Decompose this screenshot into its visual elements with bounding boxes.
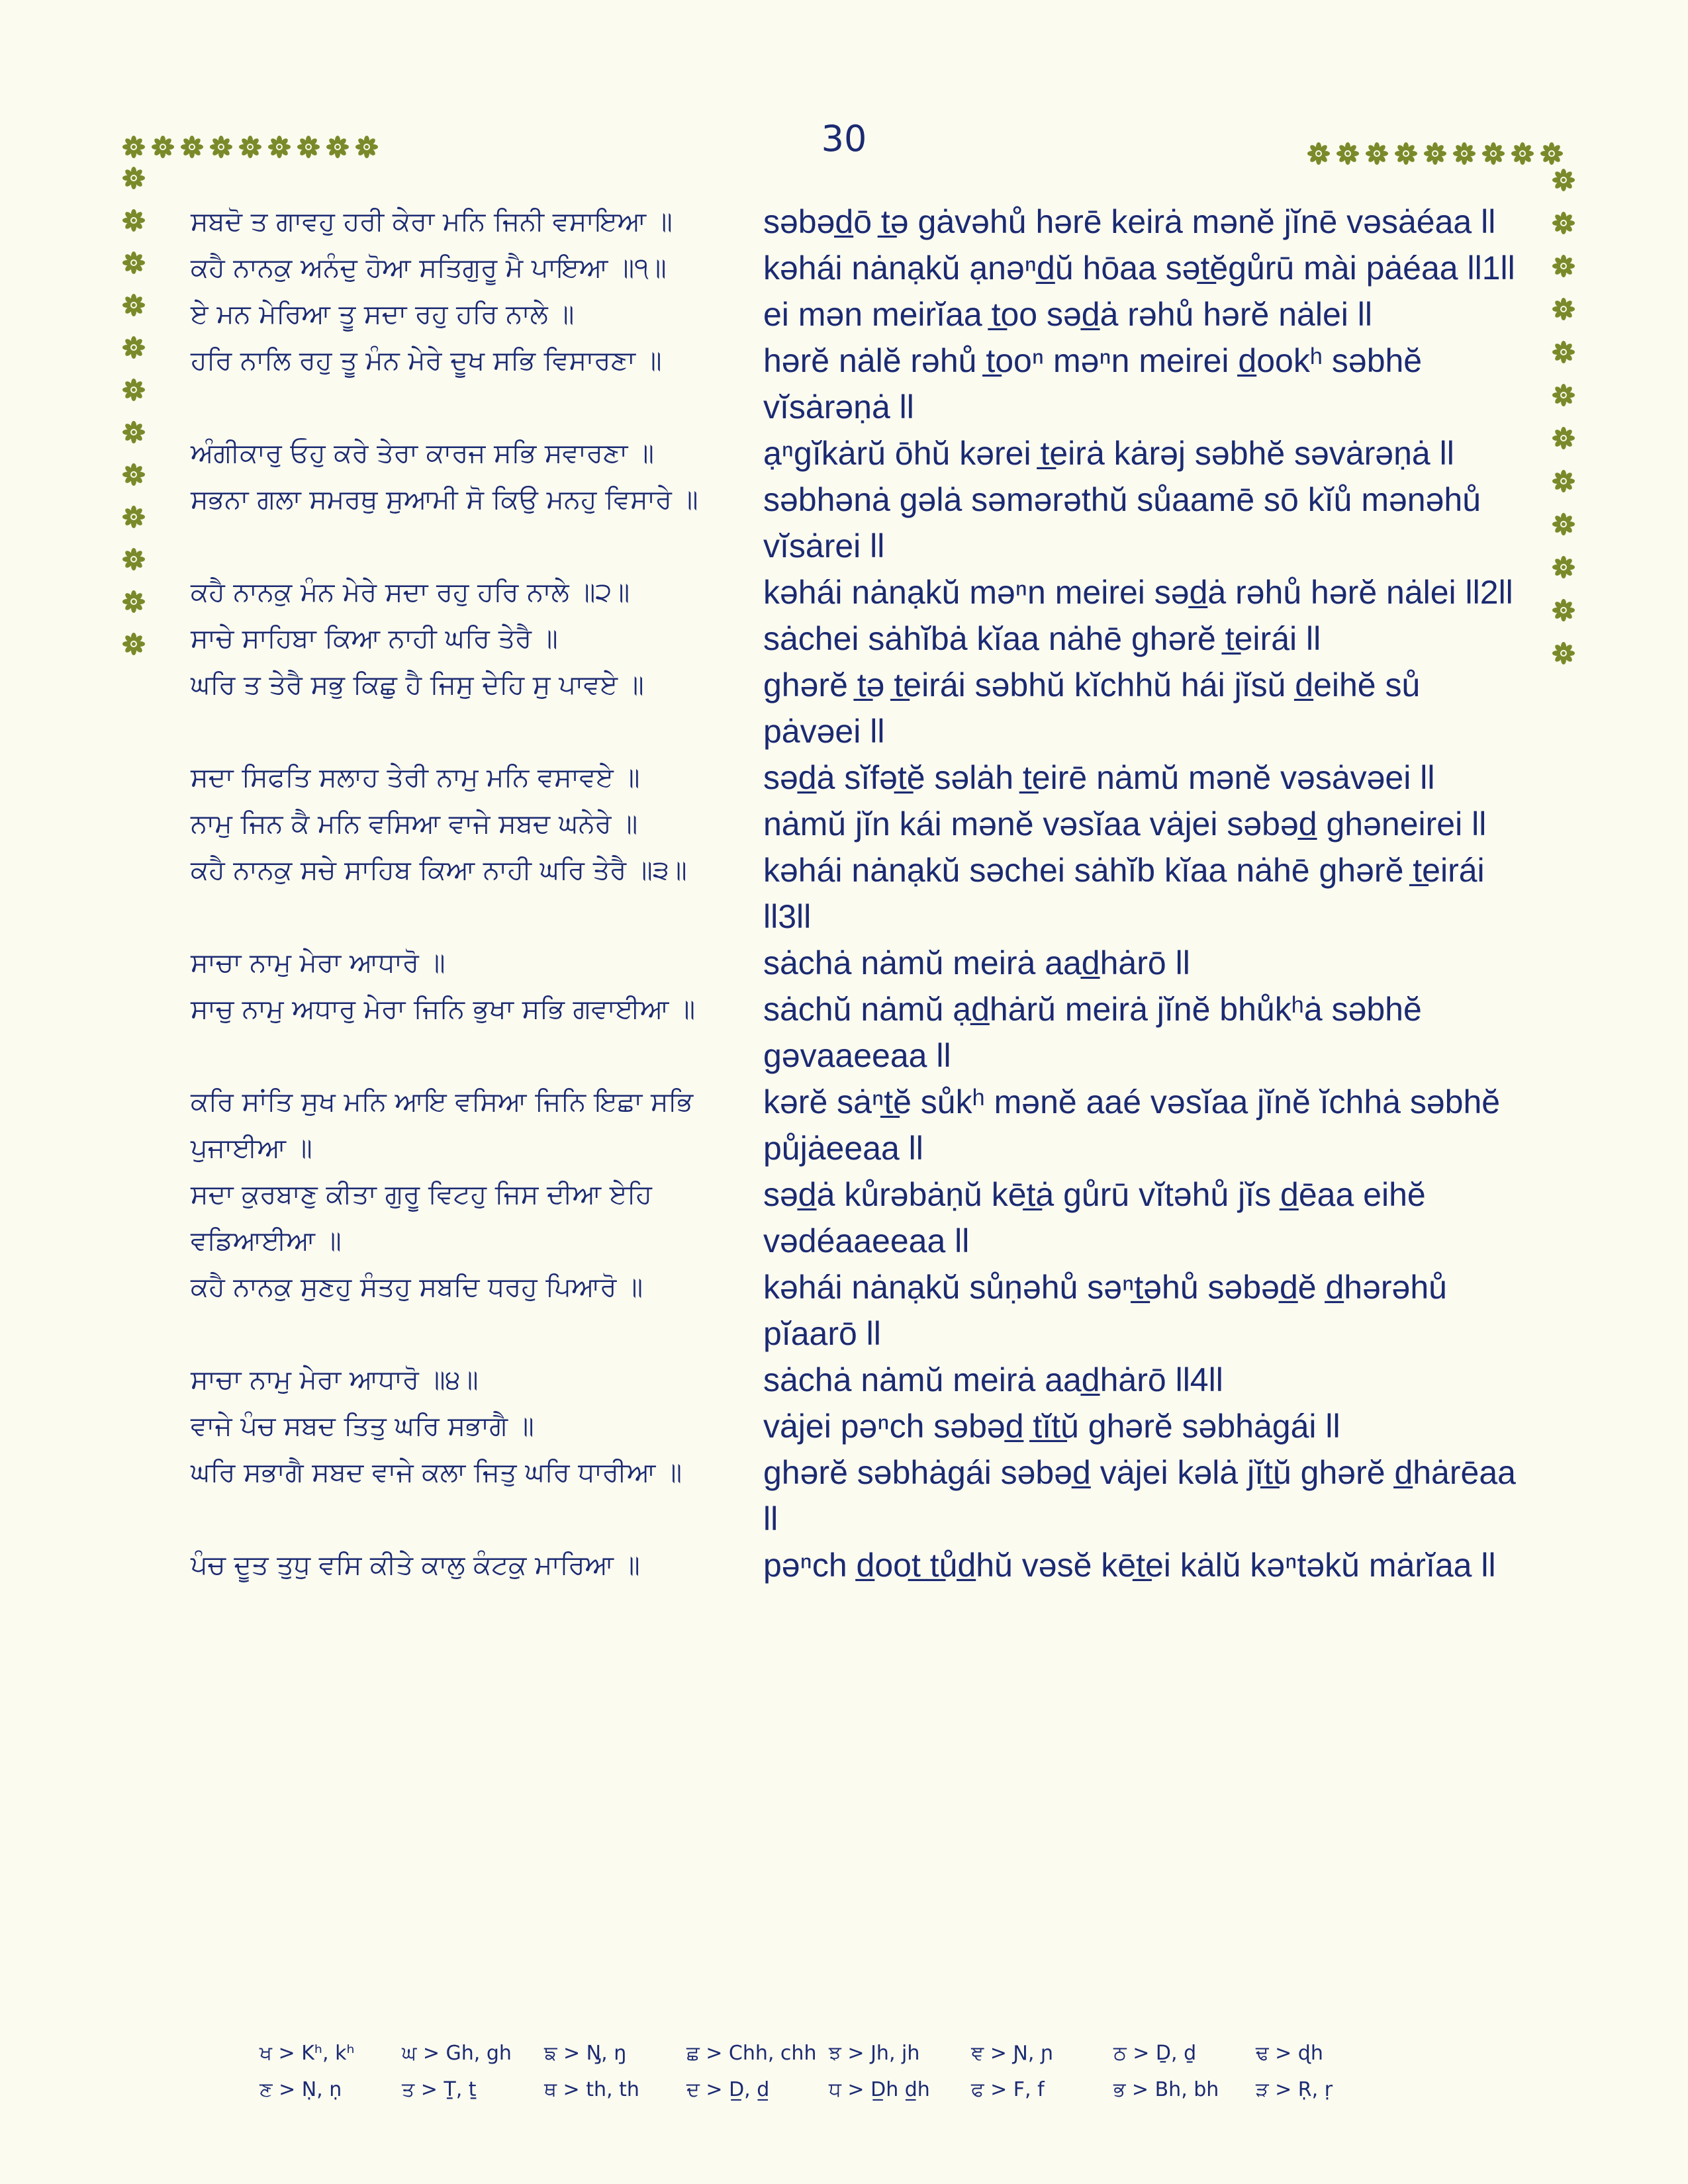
gurmukhi-text: ਕਹੈ ਨਾਨਕੁ ਅਨੰਦੁ ਹੋਆ ਸਤਿਗੁਰੂ ਮੈ ਪਾਇਆ ॥੧॥ — [191, 253, 667, 283]
transliteration-text: kəhái nȧnạkŭ səchei sȧhĭb kĭaa nȧhē ghərĕ t̲eirái ll3ll — [763, 852, 1485, 935]
verse-row — [191, 662, 1528, 754]
verse-row — [191, 940, 1528, 986]
verse-row — [191, 847, 1528, 940]
transliteration-text: kərĕ sȧⁿt̲ĕ sůkʰ mənĕ aaé vəsĭaa jĭnĕ ĭchhȧ səbhĕ půjȧeeaa ll — [763, 1083, 1501, 1167]
flower-icon — [297, 136, 320, 158]
flower-icon — [1336, 142, 1359, 165]
transliteration-text: ei mən meirĭaa t̲oo səd̲ȧ rəhů hərĕ nȧlei ll — [763, 296, 1372, 333]
flower-icon — [239, 136, 261, 158]
flower-icon — [122, 167, 145, 189]
gurmukhi-text: ਸਬਦੋ ਤ ਗਾਵਹੁ ਹਰੀ ਕੇਰਾ ਮਨਿ ਜਿਨੀ ਵਸਾਇਆ ॥ — [191, 206, 673, 237]
gurmukhi-text: ਕਹੈ ਨਾਨਕੁ ਸਚੇ ਸਾਹਿਬ ਕਿਆ ਨਾਹੀ ਘਰਿ ਤੇਰੈ ॥੩॥ — [191, 855, 687, 886]
verse-row — [191, 245, 1528, 291]
transliteration-text: səd̲ȧ kůrəbȧṇŭ kēt̲ȧ gůrū vĭtəhů jĭs d̲ēaa eihĕ vədéaaeeaa ll — [763, 1176, 1426, 1259]
transliteration-text: səd̲ȧ sĭfət̲ĕ səlȧh t̲eirē nȧmŭ mənĕ vəsȧvəei ll — [763, 759, 1435, 796]
transliteration-text: hərĕ nȧlĕ rəhů t̲ooⁿ məⁿn meirei d̲ookʰ səbhĕ vĭsȧrəṇȧ ll — [763, 342, 1423, 426]
gurmukhi-text: ਸਦਾ ਕੁਰਬਾਣੁ ਕੀਤਾ ਗੁਰੂ ਵਿਟਹੁ ਜਿਸ ਦੀਆ ਏਹਿ ਵਡਿਆਈਆ ॥ — [191, 1179, 652, 1256]
verse-table — [191, 199, 1528, 1588]
transliteration-text: sȧchȧ nȧmŭ meirȧ aad̲hȧrō ll4ll — [763, 1361, 1223, 1398]
flower-icon — [268, 136, 291, 158]
flower-icon — [1366, 142, 1388, 165]
verse-row — [191, 1171, 1528, 1264]
flower-icon — [122, 336, 145, 359]
transliteration-text: sȧchei sȧhĭbȧ kĭaa nȧhē ghərĕ t̲eirái ll — [763, 620, 1321, 657]
transliteration-text: ghərĕ səbhȧgái səbəd̲ vȧjei kəlȧ jĭt̲ŭ ghərĕ d̲hȧrēaa ll — [763, 1454, 1516, 1537]
verse-row — [191, 754, 1528, 801]
verse-row — [191, 801, 1528, 847]
flower-icon — [122, 251, 145, 274]
gurmukhi-text: ਅੰਗੀਕਾਰੁ ਓਹੁ ਕਰੇ ਤੇਰਾ ਕਾਰਜ ਸਭਿ ਸਵਾਰਣਾ ॥ — [191, 438, 654, 469]
verse-row — [191, 569, 1528, 615]
legend-item: ਠ > Ḏ, ḏ — [1113, 2042, 1197, 2065]
legend-item: ਖ > Kʰ, kʰ — [259, 2042, 355, 2065]
legend-item: ਛ > Chh, chh — [686, 2042, 817, 2065]
legend-item: ਝ > Jh, jh — [829, 2042, 920, 2065]
flower-icon — [1552, 384, 1575, 406]
legend-item: ਣ > Ṇ, ṇ — [259, 2078, 342, 2101]
gurmukhi-text: ਕਹੈ ਨਾਨਕੁ ਮੰਨ ਮੇਰੇ ਸਦਾ ਰਹੁ ਹਰਿ ਨਾਲੇ ॥੨॥ — [191, 577, 630, 608]
verse-row — [191, 1264, 1528, 1357]
flower-icon — [210, 136, 232, 158]
flower-icon — [122, 506, 145, 528]
flower-icon — [1552, 599, 1575, 621]
flower-icon — [1307, 142, 1330, 165]
transliteration-text: ghərĕ t̲ə t̲eirái səbhŭ kĭchhŭ hái jĭsŭ d̲eihĕ sů pȧvəei ll — [763, 666, 1421, 750]
flower-icon — [152, 136, 174, 158]
verse-row — [191, 1403, 1528, 1449]
flower-icon — [1552, 212, 1575, 234]
verse-row — [191, 1449, 1528, 1542]
flower-icon — [1552, 513, 1575, 535]
transliteration-text: kəhái nȧnạkŭ ạnəⁿd̲ŭ hōaa sət̲ĕgůrū mài pȧéaa ll1ll — [763, 250, 1515, 287]
transliteration-text: kəhái nȧnạkŭ məⁿn meirei səd̲ȧ rəhů hərĕ nȧlei ll2ll — [763, 574, 1513, 611]
gurmukhi-text: ਸਾਚੁ ਨਾਮੁ ਅਧਾਰੁ ਮੇਰਾ ਜਿਨਿ ਭੁਖਾ ਸਭਿ ਗਵਾਈਆ ॥ — [191, 994, 696, 1024]
gurmukhi-text: ਸਦਾ ਸਿਫਤਿ ਸਲਾਹ ਤੇਰੀ ਨਾਮੁ ਮਨਿ ਵਸਾਵਏ ॥ — [191, 762, 640, 793]
gurmukhi-text: ਘਰਿ ਸਭਾਗੈ ਸਬਦ ਵਾਜੇ ਕਲਾ ਜਿਤੁ ਘਰਿ ਧਾਰੀਆ ॥ — [191, 1457, 682, 1488]
legend-item: ਫ > F, f — [971, 2078, 1045, 2101]
verse-row — [191, 430, 1528, 477]
flower-icon — [1395, 142, 1417, 165]
gurmukhi-text: ਸਾਚਾ ਨਾਮੁ ਮੇਰਾ ਆਧਾਰੋ ॥ — [191, 948, 445, 978]
transliteration-text: nȧmŭ jĭn kái mənĕ vəsĭaa vȧjei səbəd̲ ghəneirei ll — [763, 805, 1487, 842]
flower-icon — [122, 548, 145, 570]
flower-icon — [1453, 142, 1476, 165]
legend-item: ਞ > Ɲ, ɲ — [971, 2042, 1054, 2065]
flower-icon — [181, 136, 203, 158]
flower-icon — [122, 379, 145, 401]
verse-row — [191, 986, 1528, 1079]
gurmukhi-text: ਪੰਚ ਦੂਤ ਤੁਧੁ ਵਸਿ ਕੀਤੇ ਕਾਲੁ ਕੰਟਕੁ ਮਾਰਿਆ ॥ — [191, 1550, 640, 1580]
page-number: 30 — [821, 118, 867, 159]
flower-icon — [1552, 298, 1575, 320]
transliteration-text: vȧjei pəⁿch səbəd̲ t̲ĭt̲ŭ ghərĕ səbhȧgái ll — [763, 1408, 1340, 1445]
flower-icon — [1482, 142, 1505, 165]
gurmukhi-text: ਕਹੈ ਨਾਨਕੁ ਸੁਣਹੁ ਸੰਤਹੁ ਸਬਦਿ ਧਰਹੁ ਪਿਆਰੋ ॥ — [191, 1272, 643, 1302]
flower-icon — [122, 209, 145, 232]
gurmukhi-text: ਵਾਜੇ ਪੰਚ ਸਬਦ ਤਿਤੁ ਘਰਿ ਸਭਾਗੈ ॥ — [191, 1411, 534, 1441]
flower-icon — [326, 136, 349, 158]
legend-row — [259, 2035, 1451, 2071]
flower-icon — [355, 136, 378, 158]
legend-item: ਘ > Gh, gh — [402, 2042, 512, 2065]
flower-icon — [122, 463, 145, 486]
verse-row — [191, 199, 1528, 245]
legend-row — [259, 2071, 1451, 2108]
verse-row — [191, 1357, 1528, 1403]
verse-row — [191, 1079, 1528, 1171]
verse-row — [191, 291, 1528, 338]
gurmukhi-text: ਹਰਿ ਨਾਲਿ ਰਹੁ ਤੂ ਮੰਨ ਮੇਰੇ ਦੂਖ ਸਭਿ ਵਿਸਾਰਣਾ ॥ — [191, 345, 662, 376]
legend-item: ਢ > ɖh — [1256, 2042, 1323, 2065]
flower-icon — [122, 633, 145, 655]
transliteration-text: pəⁿch d̲oot̲ t̲ůd̲hŭ vəsĕ kēt̲ei kȧlŭ kəⁿtəkŭ mȧrĭaa ll — [763, 1547, 1496, 1584]
verse-row — [191, 477, 1528, 569]
gurmukhi-text: ਸਭਨਾ ਗਲਾ ਸਮਰਥੁ ਸੁਆਮੀ ਸੋ ਕਿਉ ਮਨਹੁ ਵਿਸਾਰੇ ॥ — [191, 484, 698, 515]
transliteration-text: səbhənȧ gəlȧ səmərəthŭ sůaamē sō kĭů mənəhů vĭsȧrei ll — [763, 481, 1481, 565]
gurmukhi-text: ਸਾਚਾ ਨਾਮੁ ਮੇਰਾ ਆਧਾਰੋ ॥੪॥ — [191, 1365, 479, 1395]
transliteration-text: ạⁿgĭkȧrŭ ōhŭ kərei t̲eirȧ kȧrəj səbhĕ səvȧrəṇȧ ll — [763, 435, 1454, 472]
verse-row — [191, 1542, 1528, 1588]
legend-item: ੜ > Ṛ, ṛ — [1256, 2078, 1333, 2101]
flower-icon — [1511, 142, 1534, 165]
flower-icon — [1424, 142, 1446, 165]
verse-row — [191, 615, 1528, 662]
flower-icon — [122, 136, 145, 158]
verse-row — [191, 338, 1528, 430]
flower-icon — [1552, 470, 1575, 492]
transliteration-text: sȧchȧ nȧmŭ meirȧ aad̲hȧrō ll — [763, 944, 1190, 981]
gurmukhi-text: ਕਰਿ ਸਾਂਤਿ ਸੁਖ ਮਨਿ ਆਇ ਵਸਿਆ ਜਿਨਿ ਇਛਾ ਸਭਿ ਪੁਜਾਈਆ ॥ — [191, 1087, 694, 1163]
flower-icon — [1552, 255, 1575, 277]
flower-icon — [1552, 427, 1575, 449]
gurmukhi-text: ਘਰਿ ਤ ਤੇਰੈ ਸਭੁ ਕਿਛੁ ਹੈ ਜਿਸੁ ਦੇਹਿ ਸੁ ਪਾਵਏ ॥ — [191, 670, 644, 700]
gurmukhi-text: ਨਾਮੁ ਜਿਨ ਕੈ ਮਨਿ ਵਸਿਆ ਵਾਜੇ ਸਬਦ ਘਨੇਰੇ ॥ — [191, 809, 638, 839]
flower-icon — [1552, 341, 1575, 363]
legend-item: ਭ > Bh, bh — [1113, 2078, 1219, 2101]
flower-icon — [1540, 142, 1563, 165]
flower-icon — [122, 590, 145, 613]
gurmukhi-text: ਏ ਮਨ ਮੇਰਿਆ ਤੂ ਸਦਾ ਰਹੁ ਹਰਿ ਨਾਲੇ ॥ — [191, 299, 575, 330]
flower-icon — [1552, 169, 1575, 191]
transliteration-text: səbəd̲ō t̲ə gȧvəhů hərē keirȧ mənĕ jĭnē vəsȧéaa ll — [763, 203, 1496, 240]
legend-item: ਙ > N̡, ŋ — [544, 2042, 627, 2065]
legend-item: ਦ > D̲, d̲ — [686, 2078, 770, 2101]
legend-item: ਥ > th, th — [544, 2078, 639, 2101]
gurmukhi-text: ਸਾਚੇ ਸਾਹਿਬਾ ਕਿਆ ਨਾਹੀ ਘਰਿ ਤੇਰੈ ॥ — [191, 623, 558, 654]
legend-item: ਧ > D̲h d̲h — [829, 2078, 930, 2101]
legend-item: ਤ > Ṯ, ṯ — [402, 2078, 477, 2101]
flower-icon — [122, 421, 145, 443]
flower-icon — [122, 294, 145, 316]
transliteration-legend — [259, 2035, 1451, 2108]
transliteration-text: kəhái nȧnạkŭ sůṇəhů səⁿt̲əhů səbəd̲ĕ d̲hərəhů pĭaarō ll — [763, 1269, 1447, 1352]
flower-icon — [1552, 642, 1575, 664]
transliteration-text: sȧchŭ nȧmŭ ạd̲hȧrŭ meirȧ jĭnĕ bhůkʰȧ səbhĕ gəvaaeeaa ll — [763, 991, 1422, 1074]
flower-icon — [1552, 556, 1575, 578]
